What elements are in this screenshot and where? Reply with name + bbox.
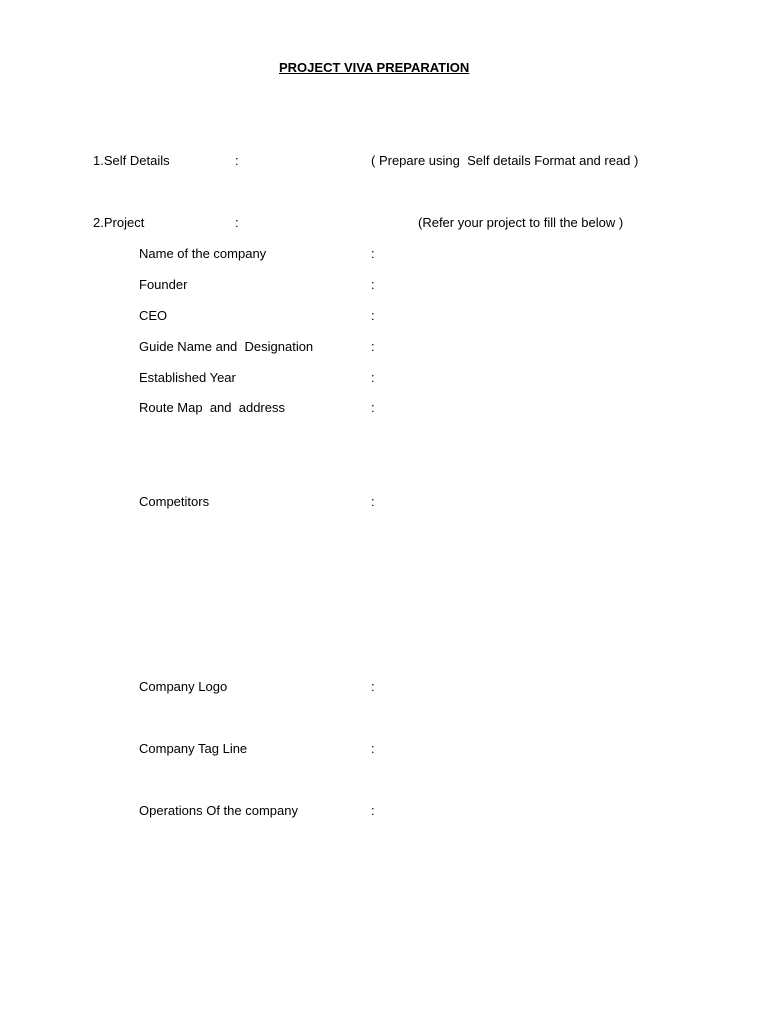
field-tag-line-label: Company Tag Line — [139, 741, 248, 756]
field-company-logo-label: Company Logo — [139, 679, 228, 694]
section-project-note: (Refer your project to fill the below ) — [418, 215, 624, 230]
field-tag-line-separator: : — [371, 741, 375, 756]
field-guide-separator: : — [371, 339, 375, 354]
field-founder-label: Founder — [139, 277, 188, 292]
field-established-year-label: Established Year — [139, 370, 236, 385]
field-competitors-separator: : — [371, 494, 375, 509]
field-company-name-separator: : — [371, 246, 375, 261]
field-company-logo-separator: : — [371, 679, 375, 694]
section-project-label: 2.Project — [93, 215, 145, 230]
section-self-details-label: 1.Self Details — [93, 153, 170, 168]
field-operations-separator: : — [371, 803, 375, 818]
field-ceo-separator: : — [371, 308, 375, 323]
section-self-details-note: ( Prepare using Self details Format and read ) — [371, 153, 639, 168]
field-guide-label: Guide Name and Designation — [139, 339, 314, 354]
section-self-details-separator: : — [235, 153, 239, 168]
field-company-name-label: Name of the company — [139, 246, 267, 261]
page-title: PROJECT VIVA PREPARATION — [279, 60, 470, 75]
section-project-separator: : — [235, 215, 239, 230]
field-route-map-label: Route Map and address — [139, 400, 285, 415]
field-operations-label: Operations Of the company — [139, 803, 298, 818]
field-founder-separator: : — [371, 277, 375, 292]
field-competitors-label: Competitors — [139, 494, 210, 509]
field-ceo-label: CEO — [139, 308, 168, 323]
field-established-year-separator: : — [371, 370, 375, 385]
field-route-map-separator: : — [371, 400, 375, 415]
